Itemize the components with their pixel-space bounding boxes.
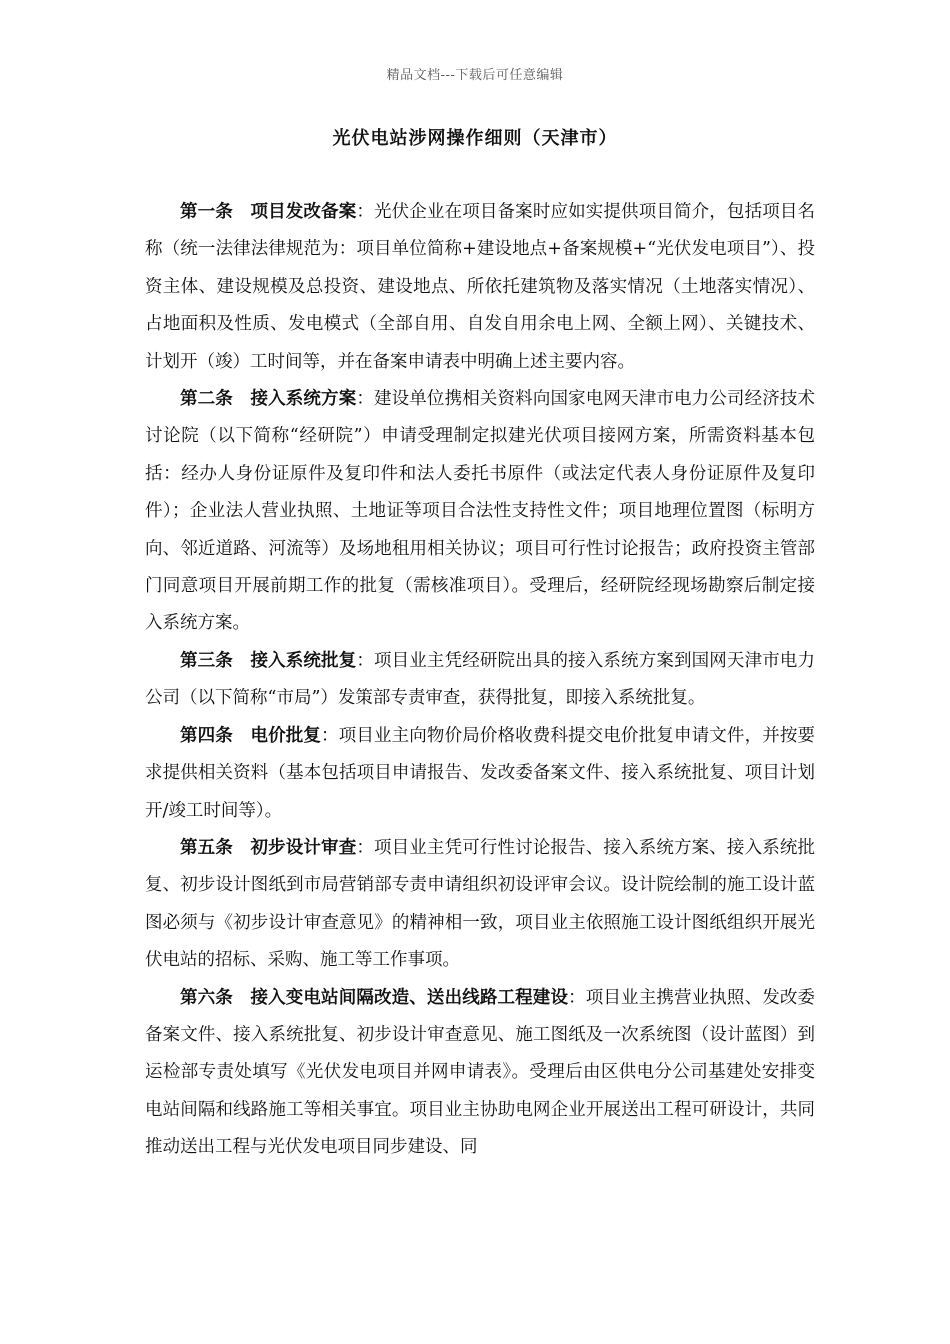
article-number: 第三条 <box>180 650 233 671</box>
article-6 <box>145 980 815 1167</box>
document-title: 光伏电站涉网操作细则（天津市） <box>332 128 618 149</box>
article-heading: 接入系统批复 <box>250 650 357 671</box>
document-body <box>145 194 815 1167</box>
article-text: ：建设单位携相关资料向国家电网天津市电力公司经济技术讨论院（以下简称“经研院”）申请受理制定拟建光伏项目接网方案，所需资料基本包括：经办人身份证原件及复印件和法人委托书原件（或法定代表人身份证原件及复印件）；企业法人营业执照、土地证等项目合法性支持性文件；项目地理位置图（标明方向、邻近道路、河流等）及场地租用相关协议；项目可行性讨论报告；政府投资主管部门同意项目开展前期工作的批复（需核准项目）。受理后，经研院经现场勘察后制定接入系统方案。 <box>145 389 816 634</box>
article-number: 第二条 <box>180 389 233 410</box>
article-text: ：项目业主携营业执照、发改委备案文件、接入系统批复、初步设计审查意见、施工图纸及一次系统图（设计蓝图）到运检部专责处填写《光伏发电项目并网申请表》。受理后由区供电分公司基建处安排变电站间隔和线路施工等相关事宜。项目业主协助电网企业开展送出工程可研设计，共同推动送出工程与光伏发电项目同步建设、同 <box>145 987 816 1158</box>
article-1 <box>145 194 815 381</box>
article-number: 第五条 <box>180 837 233 858</box>
article-heading: 电价批复 <box>250 725 322 746</box>
article-text: ：项目业主向物价局价格收费科提交电价批复申请文件，并按要求提供相关资料（基本包括项目申请报告、发改委备案文件、接入系统批复、项目计划开/竣工时间等）。 <box>145 725 816 821</box>
article-number: 第六条 <box>180 987 233 1008</box>
article-number: 第一条 <box>180 202 233 222</box>
article-text: ：光伏企业在项目备案时应如实提供项目简介，包括项目名称（统一法律法律规范为：项目单位简称+建设地点+备案规模+“光伏发电项目”）、投资主体、建设规模及总投资、建设地点、所依托建筑物及落实情况（土地落实情况）、占地面积及性质、发电模式（全部自用、自发自用余电上网、全额上网）、关键技术、计划开（竣）工时间等，并在备案申请表中明确上述主要内容。 <box>145 202 816 372</box>
article-number: 第四条 <box>180 725 233 746</box>
article-heading: 接入系统方案 <box>250 389 357 410</box>
article-text: ：项目业主凭经研院出具的接入系统方案到国网天津市电力公司（以下简称“市局”）发策部专责审查，获得批复，即接入系统批复。 <box>145 650 816 709</box>
article-heading: 接入变电站间隔改造、送出线路工程建设 <box>250 987 569 1008</box>
article-text: ：项目业主凭可行性讨论报告、接入系统方案、接入系统批复、初步设计图纸到市局营销部专责申请组织初设评审会议。设计院绘制的施工设计蓝图必须与《初步设计审查意见》的精神相一致，项目业主依照施工设计图纸组织开展光伏电站的招标、采购、施工等工作事项。 <box>145 837 816 971</box>
page-header-note: 精品文档---下载后可任意编辑 <box>386 68 564 83</box>
article-3 <box>145 643 815 718</box>
article-heading: 项目发改备案 <box>250 202 357 222</box>
article-heading: 初步设计审查 <box>250 837 357 858</box>
article-2 <box>145 381 815 643</box>
article-4 <box>145 718 815 830</box>
article-5 <box>145 830 815 980</box>
